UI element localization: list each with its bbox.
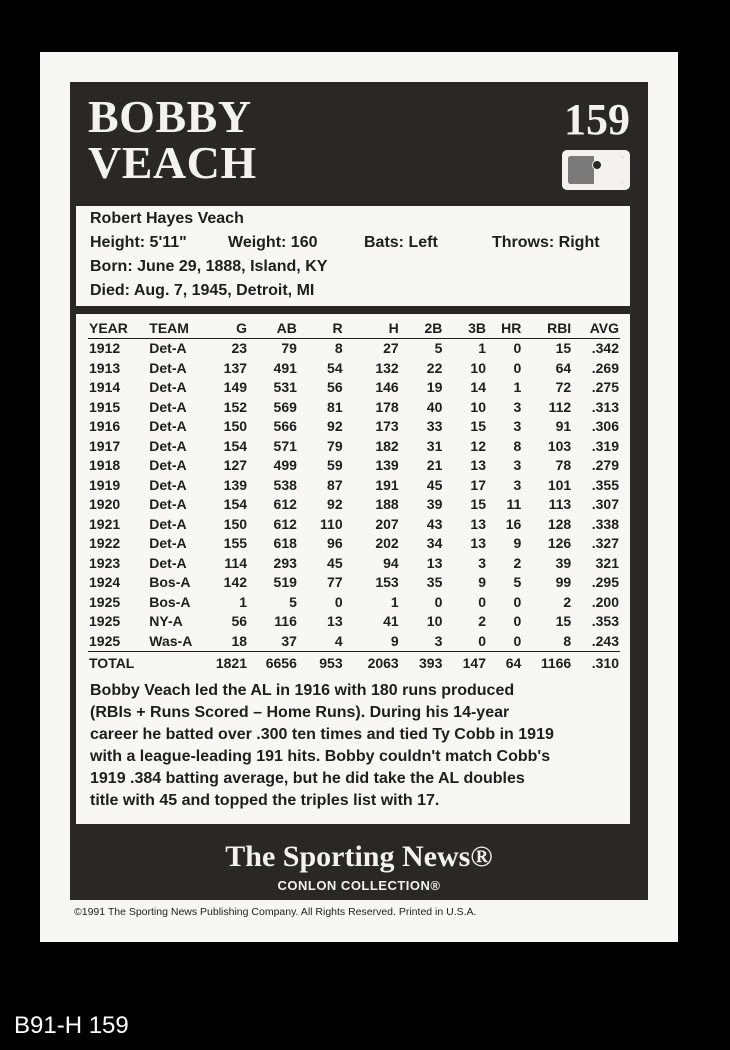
- stat-cell: 566: [273, 418, 297, 435]
- player-last-name: VEACH: [88, 137, 257, 188]
- stat-cell: 126: [547, 535, 572, 552]
- stat-cell: 1923: [89, 554, 121, 571]
- stat-cell: 99: [555, 574, 572, 591]
- stat-cell: .279: [591, 457, 619, 474]
- stat-cell: .275: [591, 379, 619, 396]
- header-rbi: RBI: [522, 318, 572, 339]
- stat-cell: [148, 652, 208, 675]
- stat-cell: 618: [273, 535, 297, 552]
- stat-cell: .307: [591, 496, 619, 513]
- stat-cell: 0: [513, 359, 522, 376]
- stat-cell: 153: [375, 574, 399, 591]
- stat-cell: 79: [327, 437, 343, 454]
- stat-cell: 150: [223, 515, 248, 532]
- card-panel: [70, 82, 648, 900]
- stat-cell: 207: [375, 515, 399, 532]
- stats-row: [88, 612, 620, 632]
- stat-cell: 154: [223, 437, 248, 454]
- stat-cell: 1915: [89, 398, 121, 415]
- stat-cell: Was-A: [149, 632, 193, 649]
- stat-cell: Det-A: [149, 515, 187, 532]
- stat-cell: 9: [478, 574, 486, 591]
- card-number: 159: [564, 95, 630, 144]
- stat-cell: 393: [400, 652, 444, 675]
- stat-cell: 2: [563, 593, 572, 610]
- stat-cell: 22: [426, 359, 443, 376]
- stat-cell: 9: [513, 535, 522, 552]
- stat-cell: 0: [334, 593, 343, 610]
- header-avg: AVG: [572, 318, 620, 339]
- stat-cell: 1913: [89, 359, 121, 376]
- stat-cell: 39: [555, 554, 572, 571]
- stat-cell: 531: [273, 379, 297, 396]
- mlb-logo-icon: [562, 150, 630, 190]
- stat-cell: 2: [513, 554, 522, 571]
- stat-cell: 17: [470, 476, 486, 493]
- stat-cell: 110: [320, 515, 343, 532]
- stat-cell: 92: [327, 418, 343, 435]
- stats-row: [88, 593, 620, 613]
- stat-cell: Det-A: [149, 437, 187, 454]
- stat-cell: 15: [555, 340, 572, 357]
- stat-cell: 128: [547, 515, 572, 532]
- stat-cell: 3: [513, 457, 522, 474]
- copyright: ©1991 The Sporting News Publishing Company. All Rights Reserved. Printed in U.S.A.: [74, 906, 477, 918]
- stat-cell: 18: [231, 632, 248, 649]
- stat-cell: 152: [223, 398, 248, 415]
- stat-cell: 188: [375, 496, 399, 513]
- stat-cell: 19: [426, 379, 443, 396]
- stat-cell: 56: [327, 379, 343, 396]
- stat-cell: 78: [555, 457, 572, 474]
- stat-cell: 146: [375, 379, 399, 396]
- stat-cell: 8: [334, 340, 343, 357]
- stat-cell: 1920: [89, 496, 121, 513]
- stat-cell: 149: [223, 379, 248, 396]
- stat-cell: 139: [223, 476, 248, 493]
- stat-cell: 953: [298, 652, 344, 675]
- stat-cell: 96: [327, 535, 343, 552]
- stat-cell: 155: [223, 535, 248, 552]
- stat-cell: 77: [327, 574, 343, 591]
- stat-cell: 94: [383, 554, 399, 571]
- stat-cell: 114: [224, 554, 248, 571]
- stat-cell: 1: [478, 340, 486, 357]
- header-year: YEAR: [88, 318, 148, 339]
- stat-cell: Det-A: [149, 340, 187, 357]
- stat-cell: 4: [334, 632, 343, 649]
- stat-cell: 182: [375, 437, 399, 454]
- stat-cell: 79: [281, 340, 297, 357]
- narrative-line: title with 45 and topped the triples list with 17.: [90, 792, 440, 809]
- stat-cell: 15: [470, 496, 486, 513]
- stats-row: [88, 359, 620, 379]
- stat-cell: 87: [327, 476, 343, 493]
- stat-cell: .243: [591, 632, 619, 649]
- stat-cell: 33: [426, 418, 443, 435]
- stats-row: [88, 378, 620, 398]
- stat-cell: .310: [572, 652, 620, 675]
- stat-cell: 92: [327, 496, 343, 513]
- stat-cell: 178: [375, 398, 399, 415]
- stat-cell: 3: [513, 476, 522, 493]
- stat-cell: .353: [591, 613, 619, 630]
- stat-cell: 35: [426, 574, 443, 591]
- stat-cell: 21: [426, 457, 443, 474]
- stat-cell: 103: [547, 437, 572, 454]
- stat-cell: 1922: [89, 535, 121, 552]
- stat-cell: .327: [591, 535, 619, 552]
- stats-row: [88, 437, 620, 457]
- player-first-name: BOBBY: [88, 91, 252, 142]
- stat-cell: 0: [513, 632, 522, 649]
- stat-cell: 0: [478, 593, 486, 610]
- stat-cell: 56: [231, 613, 248, 630]
- stat-cell: 1914: [89, 379, 121, 396]
- stat-cell: 142: [223, 574, 248, 591]
- stat-cell: 15: [470, 418, 486, 435]
- stats-table: [88, 318, 620, 674]
- stat-cell: 0: [513, 340, 522, 357]
- stat-cell: .200: [591, 593, 619, 610]
- height: Height: 5'11": [90, 234, 187, 251]
- stat-cell: 31: [426, 437, 443, 454]
- stat-cell: 1: [239, 593, 248, 610]
- stat-cell: 1912: [89, 340, 121, 357]
- stats-row: [88, 495, 620, 515]
- stats-row: [88, 554, 620, 574]
- stats-row: [88, 339, 620, 359]
- stat-cell: 0: [478, 632, 486, 649]
- throws: Throws: Right: [492, 234, 600, 251]
- stat-cell: 13: [327, 613, 343, 630]
- stats-row: [88, 476, 620, 496]
- stat-cell: 16: [505, 515, 522, 532]
- stats-row: [88, 632, 620, 652]
- stat-cell: 321: [595, 554, 619, 571]
- stat-cell: 1918: [89, 457, 121, 474]
- stat-cell: 1925: [89, 632, 121, 649]
- stat-cell: 23: [231, 340, 248, 357]
- narrative-line: with a league-leading 191 hits. Bobby couldn't match Cobb's: [90, 748, 551, 765]
- stat-cell: 2: [478, 613, 486, 630]
- stat-cell: 1917: [89, 437, 121, 454]
- stat-cell: 12: [470, 437, 486, 454]
- stat-cell: 139: [375, 457, 399, 474]
- header-r: R: [298, 318, 344, 339]
- stat-cell: 8: [563, 632, 572, 649]
- image-label: B91-H 159: [14, 1012, 129, 1039]
- stat-cell: 113: [548, 496, 572, 513]
- stat-cell: Bos-A: [149, 593, 191, 610]
- sporting-news-logo: The Sporting News®: [225, 840, 493, 873]
- header-team: TEAM: [148, 318, 208, 339]
- header-3b: 3B: [443, 318, 487, 339]
- stat-cell: 8: [513, 437, 522, 454]
- stat-cell: 37: [281, 632, 297, 649]
- stat-cell: 569: [273, 398, 297, 415]
- bio-section: [76, 206, 630, 306]
- stat-cell: 45: [426, 476, 443, 493]
- stat-cell: Det-A: [149, 359, 187, 376]
- stat-cell: 64: [487, 652, 522, 675]
- full-name: Robert Hayes Veach: [90, 210, 244, 227]
- stat-cell: Det-A: [149, 418, 187, 435]
- stat-cell: Det-A: [149, 457, 187, 474]
- stat-cell: Det-A: [149, 535, 187, 552]
- stat-cell: .295: [591, 574, 619, 591]
- stat-cell: Det-A: [149, 496, 187, 513]
- stats-section: [76, 314, 630, 824]
- stat-cell: Bos-A: [149, 574, 191, 591]
- stat-cell: 132: [375, 359, 399, 376]
- stats-row: [88, 456, 620, 476]
- stat-cell: 612: [273, 496, 297, 513]
- stat-cell: 41: [383, 613, 399, 630]
- stats-row: [88, 398, 620, 418]
- stat-cell: 72: [555, 379, 572, 396]
- stat-cell: 571: [273, 437, 297, 454]
- stat-cell: 612: [273, 515, 297, 532]
- header-ab: AB: [248, 318, 298, 339]
- stat-cell: 81: [327, 398, 343, 415]
- header-2b: 2B: [400, 318, 444, 339]
- stat-cell: 137: [223, 359, 248, 376]
- stats-row: [88, 417, 620, 437]
- stat-cell: 519: [273, 574, 297, 591]
- bats: Bats: Left: [364, 234, 438, 251]
- stats-row: [88, 515, 620, 535]
- stats-row: [88, 573, 620, 593]
- stat-cell: 147: [443, 652, 487, 675]
- stat-cell: 3: [513, 418, 522, 435]
- stat-cell: 0: [434, 593, 443, 610]
- narrative-line: 1919 .384 batting average, but he did take the AL doubles: [90, 770, 525, 787]
- stat-cell: .306: [591, 418, 619, 435]
- stat-cell: 1924: [89, 574, 121, 591]
- stat-cell: 538: [273, 476, 297, 493]
- stat-cell: 13: [470, 457, 486, 474]
- stat-cell: 1921: [89, 515, 121, 532]
- stat-cell: 1916: [89, 418, 121, 435]
- stat-cell: 2063: [344, 652, 400, 675]
- narrative: [90, 680, 618, 812]
- stat-cell: 13: [470, 535, 486, 552]
- stat-cell: 5: [289, 593, 297, 610]
- stat-cell: 127: [223, 457, 248, 474]
- stat-cell: 5: [513, 574, 522, 591]
- stat-cell: 1: [390, 593, 399, 610]
- stats-total-row: [88, 652, 620, 675]
- stat-cell: 5: [434, 340, 443, 357]
- stat-cell: 13: [426, 554, 443, 571]
- stat-cell: 39: [426, 496, 443, 513]
- narrative-line: Bobby Veach led the AL in 1916 with 180 runs produced: [90, 682, 515, 699]
- weight: Weight: 160: [228, 234, 318, 251]
- narrative-line: (RBIs + Runs Scored – Home Runs). During his 14-year: [90, 704, 510, 721]
- stat-cell: 9: [390, 632, 399, 649]
- stat-cell: .313: [591, 398, 619, 415]
- stat-cell: 1925: [89, 613, 121, 630]
- stat-cell: 1: [513, 379, 522, 396]
- stat-cell: 10: [470, 398, 486, 415]
- stat-cell: 499: [273, 457, 297, 474]
- stat-cell: 1925: [89, 593, 121, 610]
- stat-cell: 0: [513, 593, 522, 610]
- stat-cell: 45: [327, 554, 343, 571]
- baseball-card-back: [40, 52, 678, 942]
- stat-cell: 191: [375, 476, 399, 493]
- player-name: [88, 91, 257, 188]
- stat-cell: 0: [513, 613, 522, 630]
- stat-cell: 293: [273, 554, 297, 571]
- stat-cell: 59: [327, 457, 343, 474]
- stat-cell: 491: [273, 359, 297, 376]
- header-hr: HR: [487, 318, 522, 339]
- stat-cell: 150: [223, 418, 248, 435]
- stat-cell: 91: [555, 418, 572, 435]
- stat-cell: 10: [470, 359, 486, 376]
- stat-cell: 112: [548, 398, 572, 415]
- stat-cell: 64: [555, 359, 572, 376]
- stat-cell: 6656: [248, 652, 298, 675]
- stat-cell: .342: [591, 340, 619, 357]
- stats-row: [88, 534, 620, 554]
- born: Born: June 29, 1888, Island, KY: [90, 258, 328, 275]
- stat-cell: 1821: [209, 652, 248, 675]
- stat-cell: 43: [426, 515, 443, 532]
- stat-cell: 27: [383, 340, 399, 357]
- stat-cell: .319: [591, 437, 619, 454]
- stat-cell: 54: [327, 359, 343, 376]
- stat-cell: 13: [470, 515, 486, 532]
- stat-cell: 116: [274, 613, 297, 630]
- stat-cell: .355: [591, 476, 619, 493]
- stat-cell: Det-A: [149, 554, 187, 571]
- header-g: G: [209, 318, 248, 339]
- stat-cell: 202: [375, 535, 399, 552]
- conlon-collection: CONLON COLLECTION®: [277, 878, 441, 893]
- stat-cell: 1166: [522, 652, 572, 675]
- stat-cell: 1919: [89, 476, 121, 493]
- stat-cell: 15: [555, 613, 572, 630]
- stat-cell: 154: [223, 496, 248, 513]
- stat-cell: 14: [470, 379, 486, 396]
- stat-cell: 101: [547, 476, 572, 493]
- stat-cell: 10: [426, 613, 443, 630]
- stat-cell: Det-A: [149, 398, 187, 415]
- stat-cell: 34: [426, 535, 443, 552]
- stats-header-row: [88, 318, 620, 339]
- header-h: H: [344, 318, 400, 339]
- stat-cell: Det-A: [149, 379, 187, 396]
- stat-cell: 3: [513, 398, 522, 415]
- stat-cell: Det-A: [149, 476, 187, 493]
- stat-cell: 40: [426, 398, 443, 415]
- stat-cell: 11: [506, 496, 522, 513]
- stat-cell: 3: [478, 554, 486, 571]
- stat-cell: 3: [434, 632, 443, 649]
- stat-cell: 173: [375, 418, 399, 435]
- stat-cell: NY-A: [149, 613, 183, 630]
- died: Died: Aug. 7, 1945, Detroit, MI: [90, 282, 315, 299]
- stat-cell: TOTAL: [88, 652, 148, 675]
- stat-cell: .338: [591, 515, 619, 532]
- narrative-line: career he batted over .300 ten times and tied Ty Cobb in 1919: [90, 726, 554, 743]
- stat-cell: .269: [591, 359, 619, 376]
